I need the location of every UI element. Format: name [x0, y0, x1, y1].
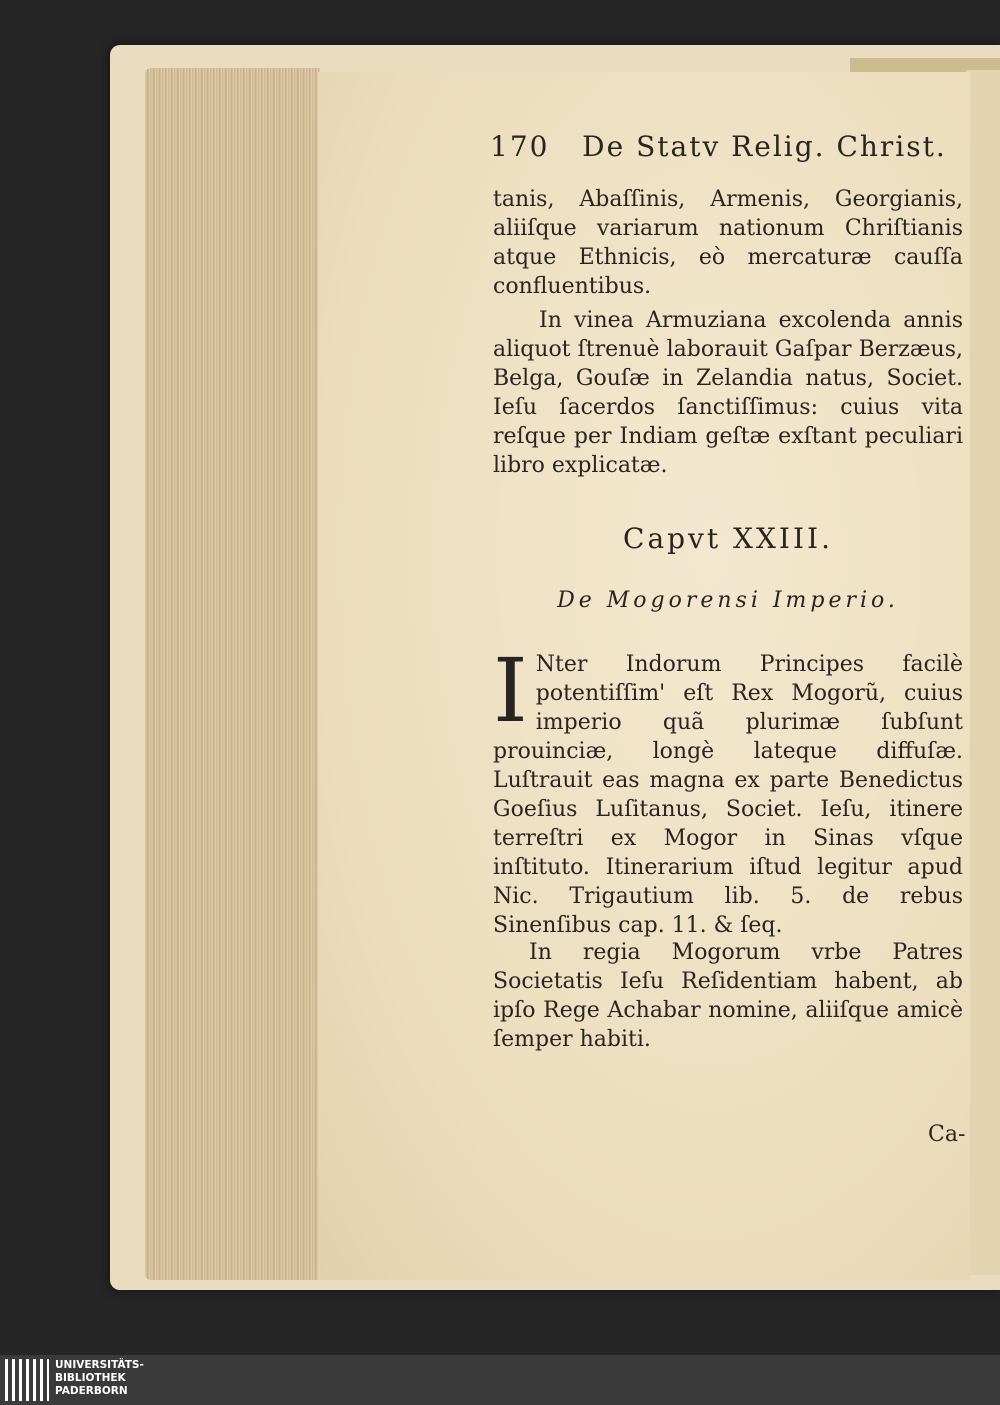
catchword: Ca- — [928, 1122, 966, 1147]
chapter-title: Capvt XXIII. — [623, 522, 833, 555]
paragraph-1 — [493, 185, 963, 301]
paragraph-1-text: tanis, Abaſſinis, Armenis, Georgianis, aliiſque variarum nationum Chriſtianis atque Ethnicis, eò mercaturæ cauſſa confluentibus. — [493, 187, 963, 299]
chapter-subtitle: De Mogorensi Imperio. — [557, 588, 899, 613]
library-name — [55, 1359, 144, 1398]
library-name-line-2: BIBLIOTHEK — [55, 1372, 126, 1384]
paragraph-4-text: In regia Mogorum vrbe Patres Societatis Ieſu Reſidentiam habent, ab ipſo Rege Achabar nomine, aliiſque amicè ſemper habiti. — [493, 940, 963, 1052]
running-header — [490, 130, 960, 163]
paragraph-2-text: In vinea Armuziana excolenda annis aliquot ſtrenuè laborauit Gaſpar Berzæus, Belga, Gouſæ in Zelandia natus, Societ. Ieſu ſacerdos ſanctiſſimus: cuius vita reſque per Indiam geſtæ exſtant peculiari libro explicatæ. — [493, 308, 963, 478]
paragraph-2 — [493, 306, 963, 480]
page-edges — [145, 68, 320, 1280]
page-number: 170 — [490, 130, 550, 163]
paragraph-4 — [493, 938, 963, 1054]
library-footer — [0, 1355, 1000, 1405]
library-logo-icon — [5, 1359, 49, 1401]
library-name-line-1: UNIVERSITÄTS- — [55, 1359, 144, 1371]
running-title: De Statv Relig. Christ. — [582, 130, 947, 163]
drop-cap: I — [493, 639, 528, 742]
paragraph-3-text: Nter Indorum Principes facilè potentiſſim' eſt Rex Mogorũ, cuius imperio quã plurimæ ſubſunt prouinciæ, longè lateque diffuſæ. Luſtrauit eas magna ex parte Benedictus Goeſius Luſitanus, Societ. Ieſu, itinere terreſtri ex Mogor in Sinas vſque inſtituto. Itinerarium iſtud legitur apud Nic. Trigautium lib. 5. de rebus Sinenſibus cap. 11. & ſeq. — [493, 652, 963, 938]
library-name-line-3: PADERBORN — [55, 1385, 128, 1397]
next-page-edge — [966, 70, 1000, 1275]
paragraph-3 — [493, 639, 963, 940]
